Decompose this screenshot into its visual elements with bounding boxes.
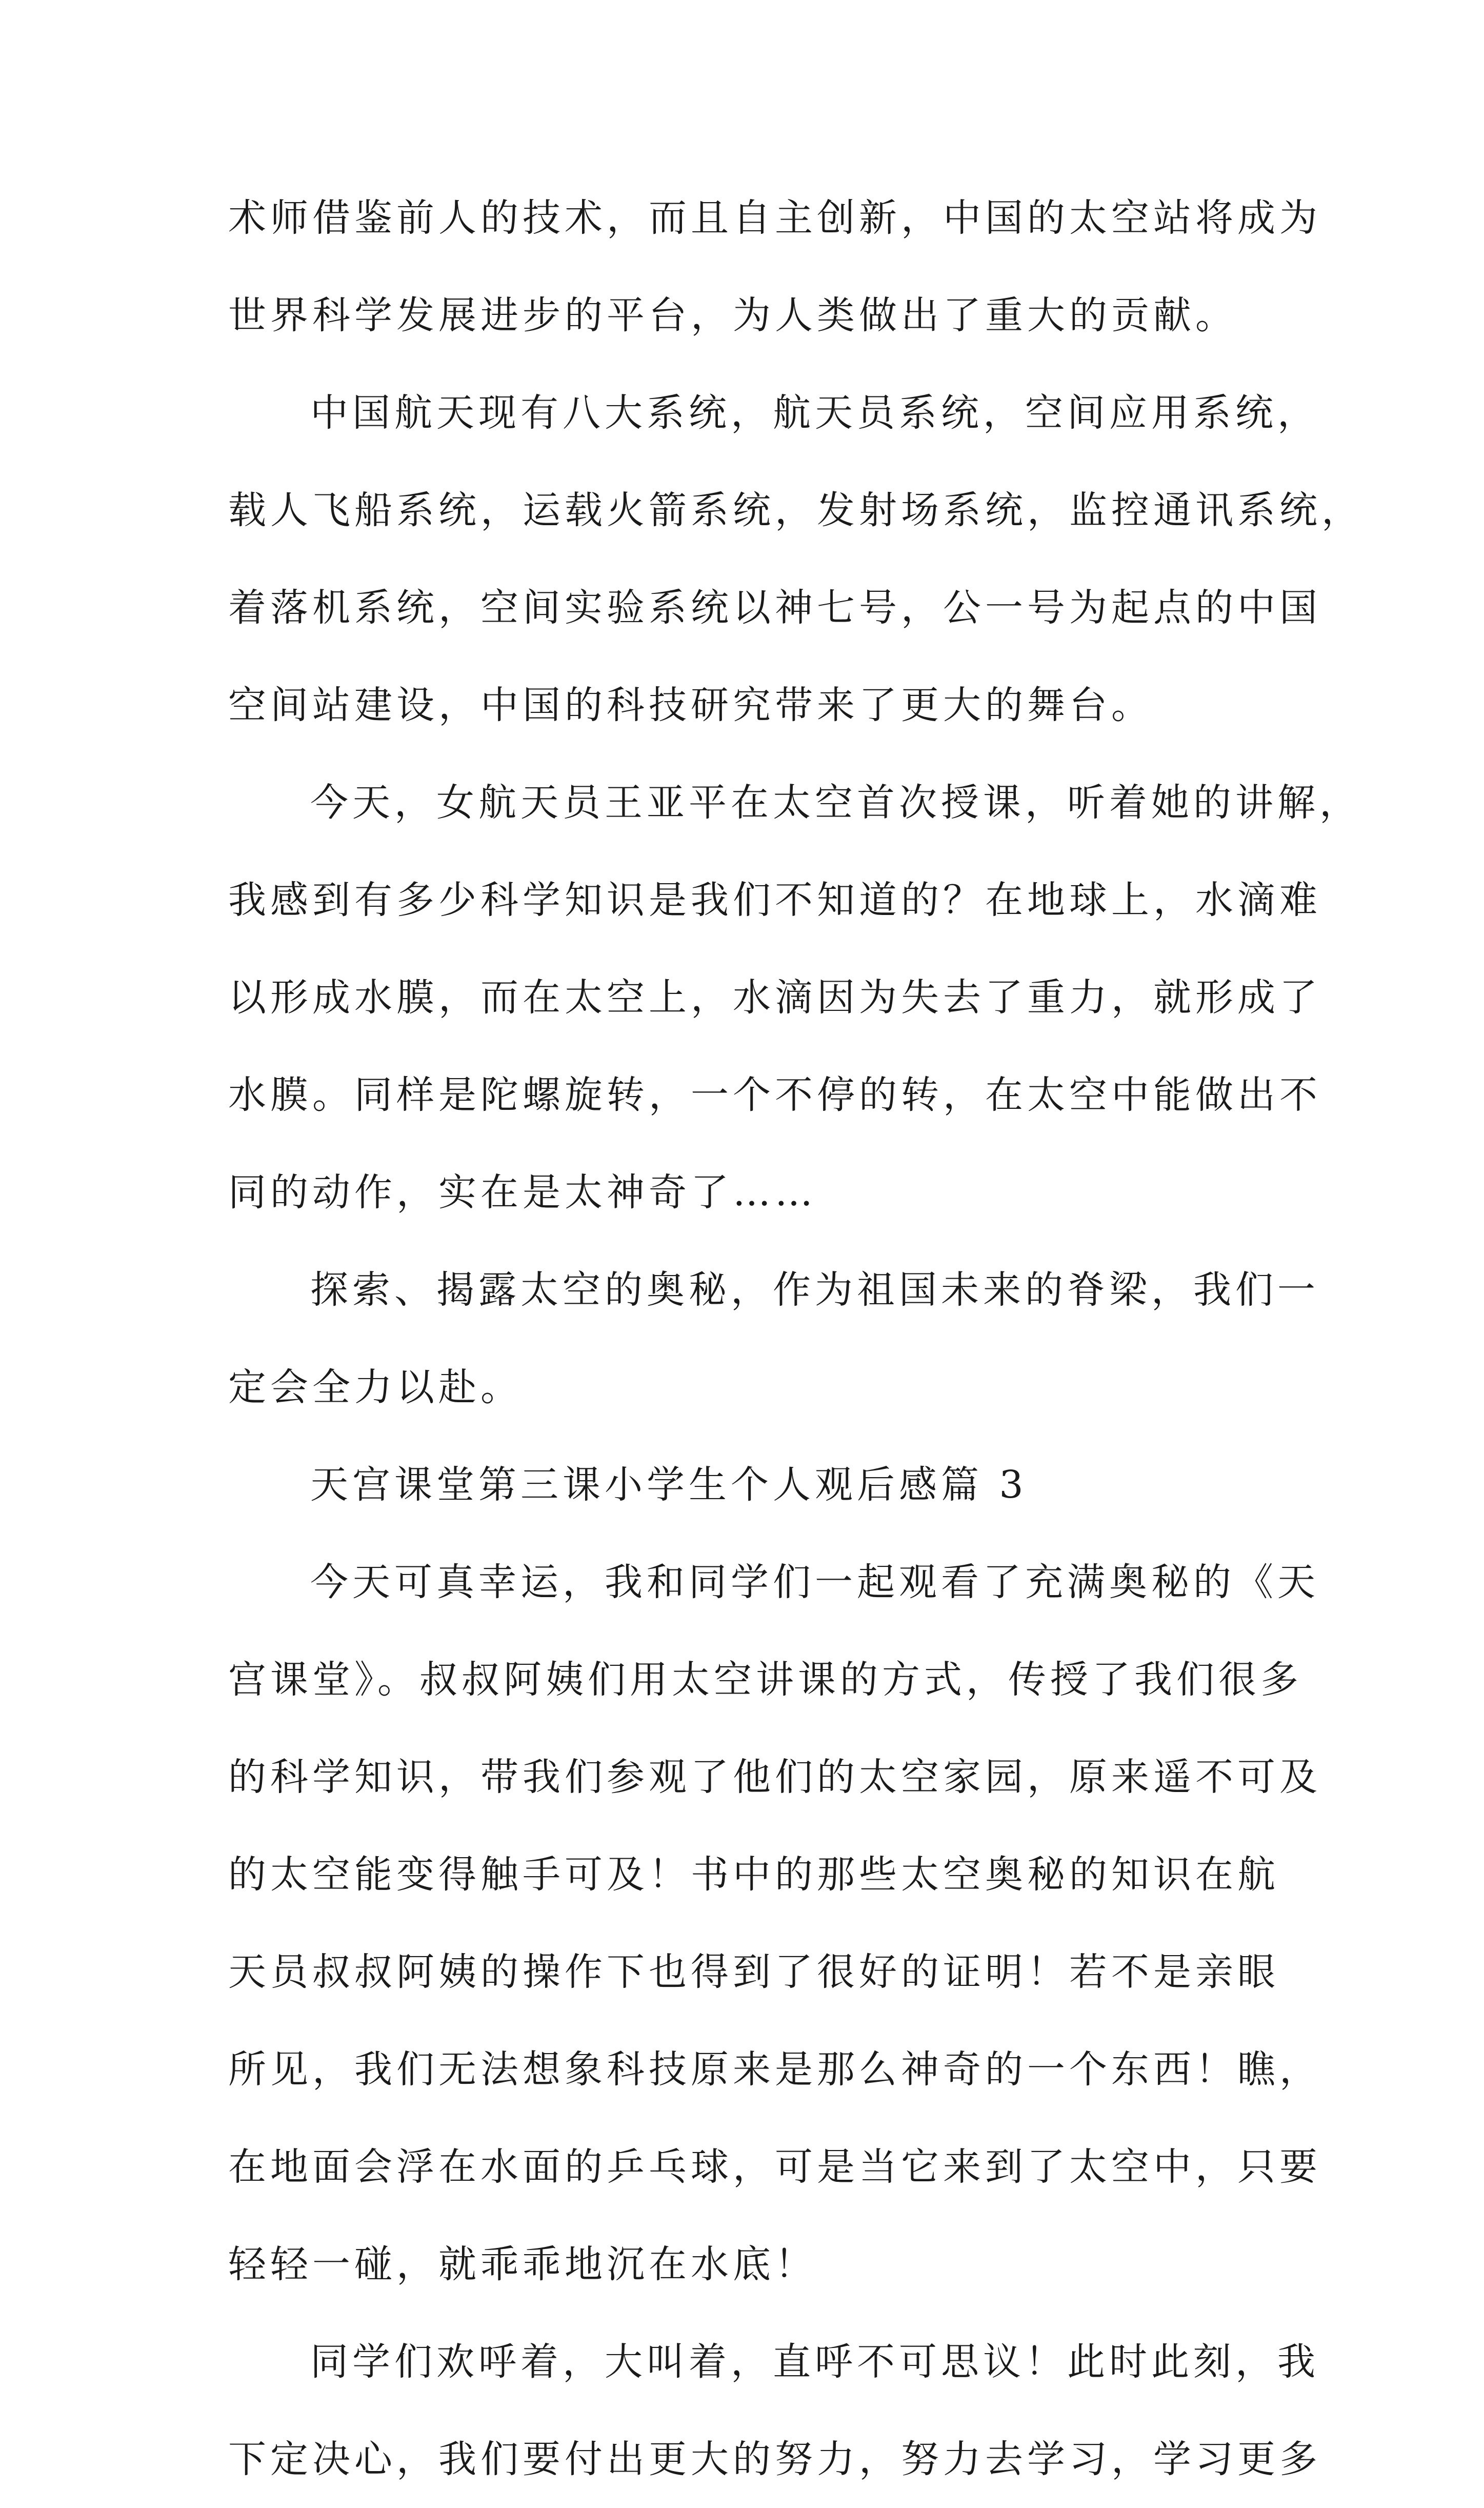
section-heading: 天宫课堂第三课小学生个人观后感篇 3 — [310, 1463, 1028, 1507]
body-text — [228, 169, 1363, 2508]
text-line: 着落机系统，空间实验系统以神七号，公一号为起点的中国 — [228, 586, 1321, 630]
text-line: 以形成水膜，而在太空上，水滴因为失去了重力，就形成了 — [228, 976, 1321, 1020]
text-line: 宫课堂》。叔叔阿姨们用太空讲课的方式，传授了我们很多 — [228, 1658, 1302, 1702]
text-line: 载人飞船系统，运载火箭系统，发射场系统，监控通讯系统， — [228, 488, 1363, 532]
text-line: 的太空能变得触手可及！书中的那些太空奥秘的知识在航 — [228, 1853, 1279, 1897]
text-line: 轻轻一碰，就乖乖地沉在水底！ — [228, 2242, 817, 2286]
text-line: 天员叔叔阿姨的操作下也得到了很好的证明！若不是亲眼 — [228, 1950, 1279, 1994]
text-line: 今天，女航天员王亚平在太空首次授课，听着她的讲解， — [310, 781, 1361, 825]
text-line: 水膜。同样是陀螺旋转，一个不停的转，在太空中能做出不 — [228, 1073, 1321, 1117]
text-line: 在地面会浮在水面的乒乓球，可是当它来到了太空中，只要 — [228, 2145, 1321, 2189]
text-line: 下定决心，我们要付出更大的努力，努力去学习，学习更多 — [228, 2437, 1321, 2481]
text-line: 术师借鉴前人的技术，而且自主创新，中国的太空站将成为 — [228, 196, 1321, 240]
text-line: 我感到有多少科学知识是我们不知道的？在地球上，水滴难 — [228, 878, 1321, 922]
text-line: 空间站建设，中国的科技研究带来了更大的舞台。 — [228, 683, 1153, 727]
text-line: 探索、揭露太空的奥秘，作为祖国未来的脊梁，我们一 — [310, 1268, 1319, 1312]
text-line: 的科学知识，带我们参观了他们的太空家园，原来遥不可及 — [228, 1755, 1321, 1799]
text-line: 定会全力以赴。 — [228, 1365, 523, 1409]
text-line: 所见，我们无法想象科技原来是那么神奇的一个东西！瞧， — [228, 2047, 1321, 2092]
text-line: 中国航天现有八大系统，航天员系统，空间应用系统， — [310, 391, 1319, 435]
text-line: 今天可真幸运，我和同学们一起观看了充满奥秘的《天 — [310, 1560, 1319, 1604]
text-line: 同的动作，实在是太神奇了…… — [228, 1170, 817, 1215]
text-line: 世界科学发展进步的平台，为人类做出了重大的贡献。 — [228, 293, 1237, 337]
text-line: 同学们欢呼着，大叫着，直呼不可思议！此时此刻，我 — [310, 2340, 1319, 2384]
